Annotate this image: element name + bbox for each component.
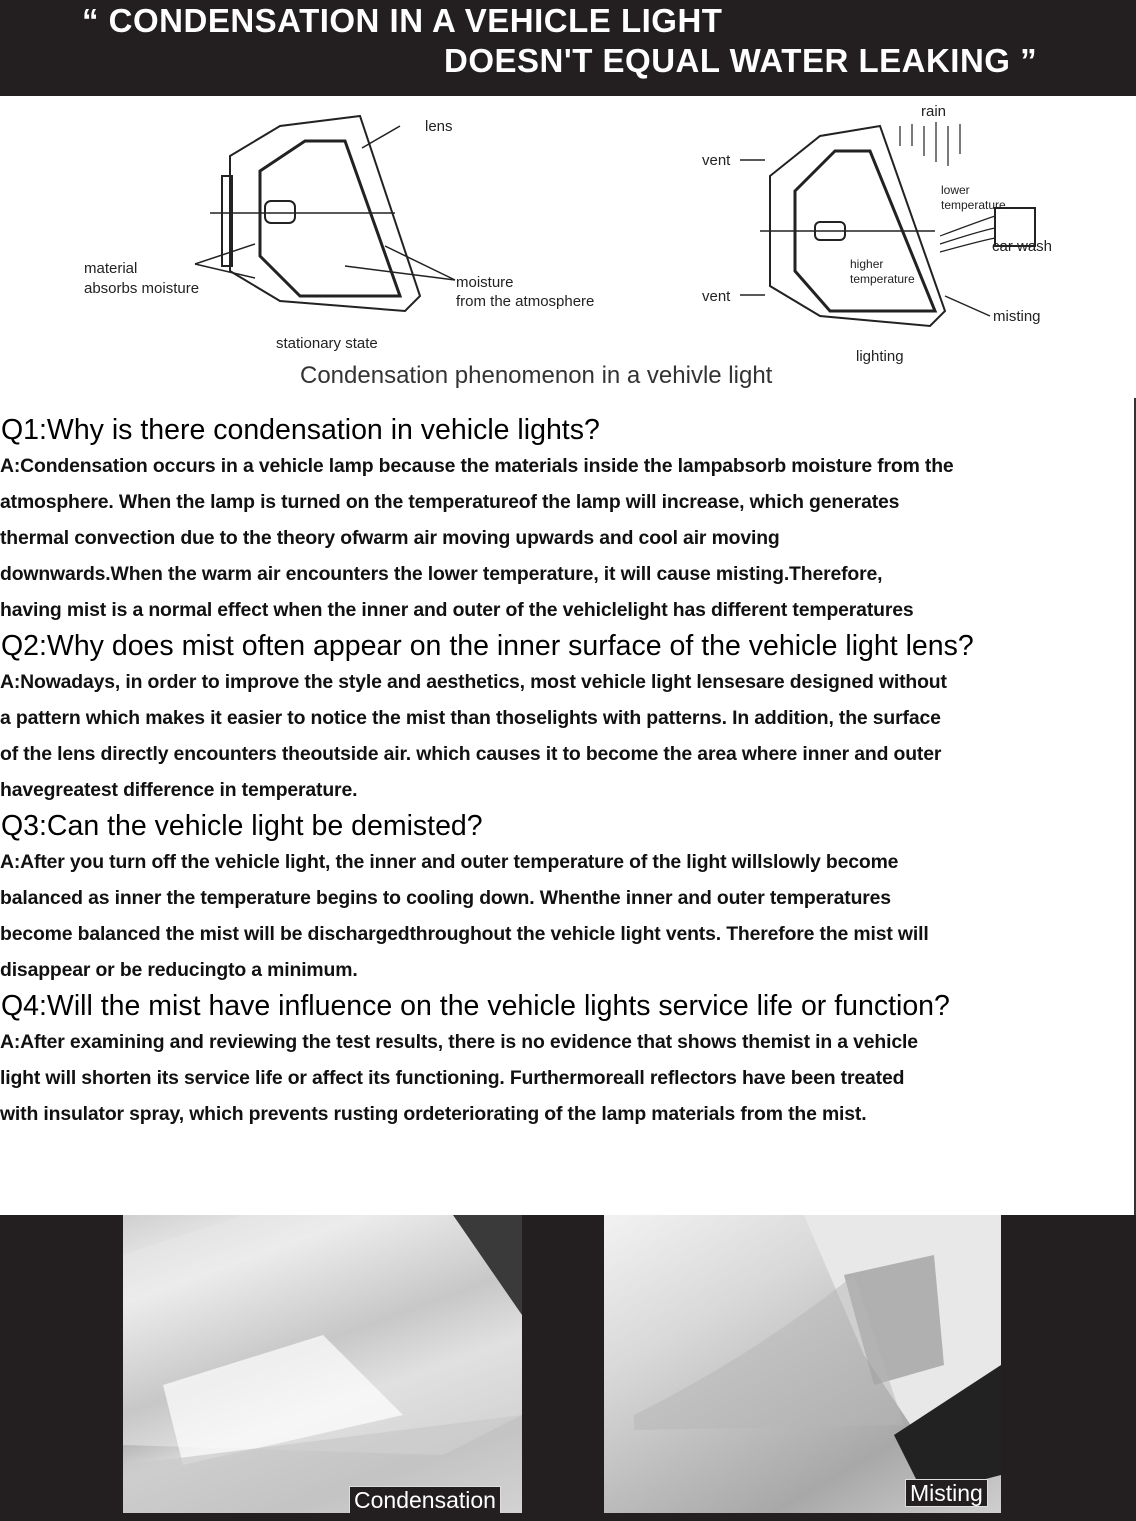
label-vent-top: vent bbox=[702, 152, 731, 169]
answer-1-line: thermal convection due to the theory ofwarm air moving upwards and cool air moving bbox=[0, 527, 780, 549]
label-lighting: lighting bbox=[856, 348, 904, 365]
condensation-photo bbox=[123, 1215, 522, 1513]
answer-4-line: light will shorten its service life or affect its functioning. Furthermoreall reflectors have been treated bbox=[0, 1067, 905, 1089]
headlamp-misting-image bbox=[604, 1215, 1001, 1513]
header-banner bbox=[0, 0, 1136, 96]
condensation-label: Condensation bbox=[349, 1486, 501, 1513]
misting-photo bbox=[604, 1215, 1001, 1513]
label-rain: rain bbox=[921, 103, 947, 120]
answer-1-line: downwards.When the warm air encounters the lower temperature, it will cause misting.Therefore, bbox=[0, 563, 883, 585]
answer-1-line: having mist is a normal effect when the inner and outer of the vehiclelight has different temperatures bbox=[0, 599, 914, 621]
label-lower-temperature: temperature bbox=[941, 198, 1006, 212]
label-from-atmosphere: from the atmosphere bbox=[456, 293, 595, 310]
answer-3-line: balanced as inner the temperature begins to cooling down. Whenthe inner and outer temperatures bbox=[0, 887, 891, 909]
headlamp-condensation-image bbox=[123, 1215, 522, 1513]
label-higher-temperature: temperature bbox=[850, 272, 915, 286]
answer-1-line: A:Condensation occurs in a vehicle lamp because the materials inside the lampabsorb moisture from the bbox=[0, 455, 954, 477]
answer-2-line: of the lens directly encounters theoutside air. which causes it to become the area where inner and outer bbox=[0, 743, 942, 765]
condensation-diagram bbox=[0, 96, 1136, 398]
question-1: Q1:Why is there condensation in vehicle lights? bbox=[1, 414, 600, 446]
label-lower: lower bbox=[941, 183, 970, 197]
label-material: material bbox=[84, 260, 138, 277]
answer-2-line: a pattern which makes it easier to notice the mist than thoselights with patterns. In addition, the surface bbox=[0, 707, 941, 729]
label-higher: higher bbox=[850, 257, 884, 271]
label-car-wash: car wash bbox=[992, 238, 1053, 255]
answer-4-line: A:After examining and reviewing the test results, there is no evidence that shows themist in a vehicle bbox=[0, 1031, 918, 1053]
question-4: Q4:Will the mist have influence on the vehicle lights service life or function? bbox=[1, 990, 950, 1022]
headlamp-cross-section-drawings bbox=[0, 96, 1136, 398]
banner-title-line1: “ CONDENSATION IN A VEHICLE LIGHT bbox=[82, 2, 723, 39]
answer-2-line: havegreatest difference in temperature. bbox=[0, 779, 358, 801]
answer-4-line: with insulator spray, which prevents rusting ordeteriorating of the lamp materials from the mist. bbox=[0, 1103, 867, 1125]
lighting-lamp-drawing bbox=[740, 122, 1035, 326]
answer-2-line: A:Nowadays, in order to improve the style and aesthetics, most vehicle light lensesare designed without bbox=[0, 671, 947, 693]
question-3: Q3:Can the vehicle light be demisted? bbox=[1, 810, 483, 842]
faq-section bbox=[0, 398, 1136, 1216]
answer-3-line: become balanced the mist will be dischargedthroughout the vehicle light vents. Therefore the mist will bbox=[0, 923, 929, 945]
label-lens: lens bbox=[425, 118, 453, 135]
label-absorbs-moisture: absorbs moisture bbox=[84, 280, 200, 297]
label-vent-bottom: vent bbox=[702, 288, 731, 305]
stationary-lamp-drawing bbox=[195, 116, 455, 311]
photo-strip bbox=[0, 1215, 1136, 1521]
diagram-caption: Condensation phenomenon in a vehivle light bbox=[300, 362, 773, 389]
misting-label: Misting bbox=[905, 1479, 988, 1507]
answer-1-line: atmosphere. When the lamp is turned on the temperatureof the lamp will increase, which generates bbox=[0, 491, 900, 513]
label-stationary-state: stationary state bbox=[276, 335, 378, 352]
label-moisture: moisture bbox=[456, 274, 514, 291]
label-misting: misting bbox=[993, 308, 1041, 325]
answer-3-line: A:After you turn off the vehicle light, the inner and outer temperature of the light willslowly become bbox=[0, 851, 899, 873]
question-2: Q2:Why does mist often appear on the inner surface of the vehicle light lens? bbox=[1, 630, 974, 662]
banner-title-line2: DOESN'T EQUAL WATER LEAKING ” bbox=[444, 42, 1038, 79]
answer-3-line: disappear or be reducingto a minimum. bbox=[0, 959, 358, 981]
